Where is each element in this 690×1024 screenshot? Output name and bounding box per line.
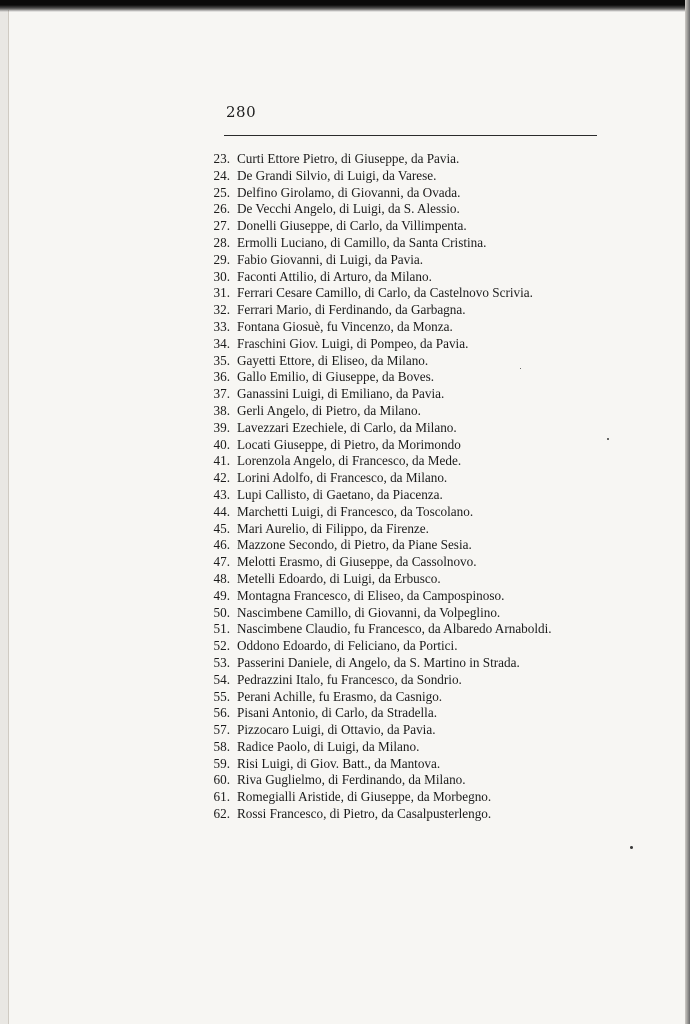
entry-text: Donelli Giuseppe, di Carlo, da Villimpenta. <box>237 218 467 234</box>
entry-text: Lorini Adolfo, di Francesco, da Milano. <box>237 470 448 486</box>
entry-text: Risi Luigi, di Giov. Batt., da Mantova. <box>237 755 441 771</box>
entry-text: Marchetti Luigi, di Francesco, da Toscolano. <box>237 503 474 519</box>
entry-number: 25. <box>213 184 230 200</box>
entry-text: Fontana Giosuè, fu Vincenzo, da Monza. <box>237 318 453 334</box>
entry-number: 43. <box>213 486 230 502</box>
entry-text: Ganassini Luigi, di Emiliano, da Pavia. <box>237 386 445 402</box>
entry-text: Nascimbene Claudio, fu Francesco, da Albaredo Arnaboldi. <box>237 621 552 637</box>
entry-number: 42. <box>213 470 230 486</box>
entry-text: Montagna Francesco, di Eliseo, da Campospinoso. <box>237 587 505 603</box>
scan-top-edge <box>0 0 690 12</box>
entry-number: 33. <box>213 318 230 334</box>
entry-number: 37. <box>213 386 230 402</box>
entry-text: Faconti Attilio, di Arturo, da Milano. <box>237 268 432 284</box>
entry-number: 56. <box>213 705 230 721</box>
entry-number: 53. <box>213 654 230 670</box>
ink-speck <box>607 438 609 440</box>
entry-text: Gayetti Ettore, di Eliseo, da Milano. <box>237 352 429 368</box>
entry-number: 27. <box>213 218 230 234</box>
entry-number: 54. <box>213 671 230 687</box>
entry-number: 28. <box>213 234 230 250</box>
entry-number: 24. <box>213 167 230 183</box>
entry-text: Mazzone Secondo, di Pietro, da Piane Sesia. <box>237 537 472 553</box>
entry-number: 41. <box>213 453 230 469</box>
entry-number: 60. <box>213 772 230 788</box>
entry-text: Pizzocaro Luigi, di Ottavio, da Pavia. <box>237 722 436 738</box>
entry-number: 39. <box>213 419 230 435</box>
entry-number: 40. <box>213 436 230 452</box>
entry-text: Fraschini Giov. Luigi, di Pompeo, da Pavia. <box>237 335 469 351</box>
entry-number: 31. <box>213 285 230 301</box>
entry-text: Fabio Giovanni, di Luigi, da Pavia. <box>237 251 424 267</box>
ink-speck <box>630 846 633 849</box>
entry-number: 61. <box>213 789 230 805</box>
entry-number: 29. <box>213 251 230 267</box>
entry-number: 35. <box>213 352 230 368</box>
entry-text: Oddono Edoardo, di Feliciano, da Portici. <box>237 638 458 654</box>
entry-text: Perani Achille, fu Erasmo, da Casnigo. <box>237 688 443 704</box>
entry-number: 30. <box>213 268 230 284</box>
entry-number: 57. <box>213 722 230 738</box>
entry-text: Mari Aurelio, di Filippo, da Firenze. <box>237 520 429 536</box>
entry-number: 62. <box>213 806 230 822</box>
entry-text: Gerli Angelo, di Pietro, da Milano. <box>237 402 421 418</box>
entry-text: Curti Ettore Pietro, di Giuseppe, da Pavia. <box>237 151 460 166</box>
page-number: 280 <box>226 103 257 121</box>
entry-text: Rossi Francesco, di Pietro, da Casalpusterlengo. <box>237 806 492 822</box>
entry-number: 46. <box>213 537 230 553</box>
entry-text: Pisani Antonio, di Carlo, da Stradella. <box>237 705 437 721</box>
entry-number: 36. <box>213 369 230 385</box>
entry-number: 49. <box>213 587 230 603</box>
entry-text: Riva Guglielmo, di Ferdinando, da Milano. <box>237 772 466 788</box>
entry-number: 26. <box>213 201 230 217</box>
entry-number: 51. <box>213 621 230 637</box>
entry-number: 48. <box>213 570 230 586</box>
entry-text: Ferrari Cesare Camillo, di Carlo, da Castelnovo Scrivia. <box>237 285 533 301</box>
entry-number: 59. <box>213 755 230 771</box>
entry-text: De Grandi Silvio, di Luigi, da Varese. <box>237 167 437 183</box>
entry-text: De Vecchi Angelo, di Luigi, da S. Alessio. <box>237 201 460 217</box>
entry-number: 23. <box>213 151 230 166</box>
entry-text: Ermolli Luciano, di Camillo, da Santa Cristina. <box>237 234 487 250</box>
entry-text: Delfino Girolamo, di Giovanni, da Ovada. <box>237 184 461 200</box>
entry-text: Metelli Edoardo, di Luigi, da Erbusco. <box>237 570 441 586</box>
entry-number: 58. <box>213 738 230 754</box>
header-rule <box>224 135 597 136</box>
entry-number: 34. <box>213 335 230 351</box>
entry-number: 52. <box>213 638 230 654</box>
entry-text: Lorenzola Angelo, di Francesco, da Mede. <box>237 453 462 469</box>
entry-text: Lavezzari Ezechiele, di Carlo, da Milano. <box>237 419 457 435</box>
entry-text: Pedrazzini Italo, fu Francesco, da Sondrio. <box>237 671 462 687</box>
entry-text: Locati Giuseppe, di Pietro, da Morimondo <box>237 436 461 452</box>
entry-text: Ferrari Mario, di Ferdinando, da Garbagna. <box>237 302 466 318</box>
entry-text: Lupi Callisto, di Gaetano, da Piacenza. <box>237 486 443 502</box>
entry-text: Gallo Emilio, di Giuseppe, da Boves. <box>237 369 435 385</box>
entry-number: 50. <box>213 604 230 620</box>
scan-right-edge <box>685 0 690 1024</box>
entry-number: 55. <box>213 688 230 704</box>
entry-text: Passerini Daniele, di Angelo, da S. Martino in Strada. <box>237 654 520 670</box>
ink-speck <box>520 368 521 369</box>
entry-number: 47. <box>213 554 230 570</box>
entry-text: Romegialli Aristide, di Giuseppe, da Morbegno. <box>237 789 492 805</box>
entry-number: 44. <box>213 503 230 519</box>
entry-text: Melotti Erasmo, di Giuseppe, da Cassolnovo. <box>237 554 477 570</box>
entry-number: 38. <box>213 402 230 418</box>
entry-number: 32. <box>213 302 230 318</box>
entry-text: Radice Paolo, di Luigi, da Milano. <box>237 738 420 754</box>
entry-number: 45. <box>213 520 230 536</box>
entry-text: Nascimbene Camillo, di Giovanni, da Volpeglino. <box>237 604 501 620</box>
